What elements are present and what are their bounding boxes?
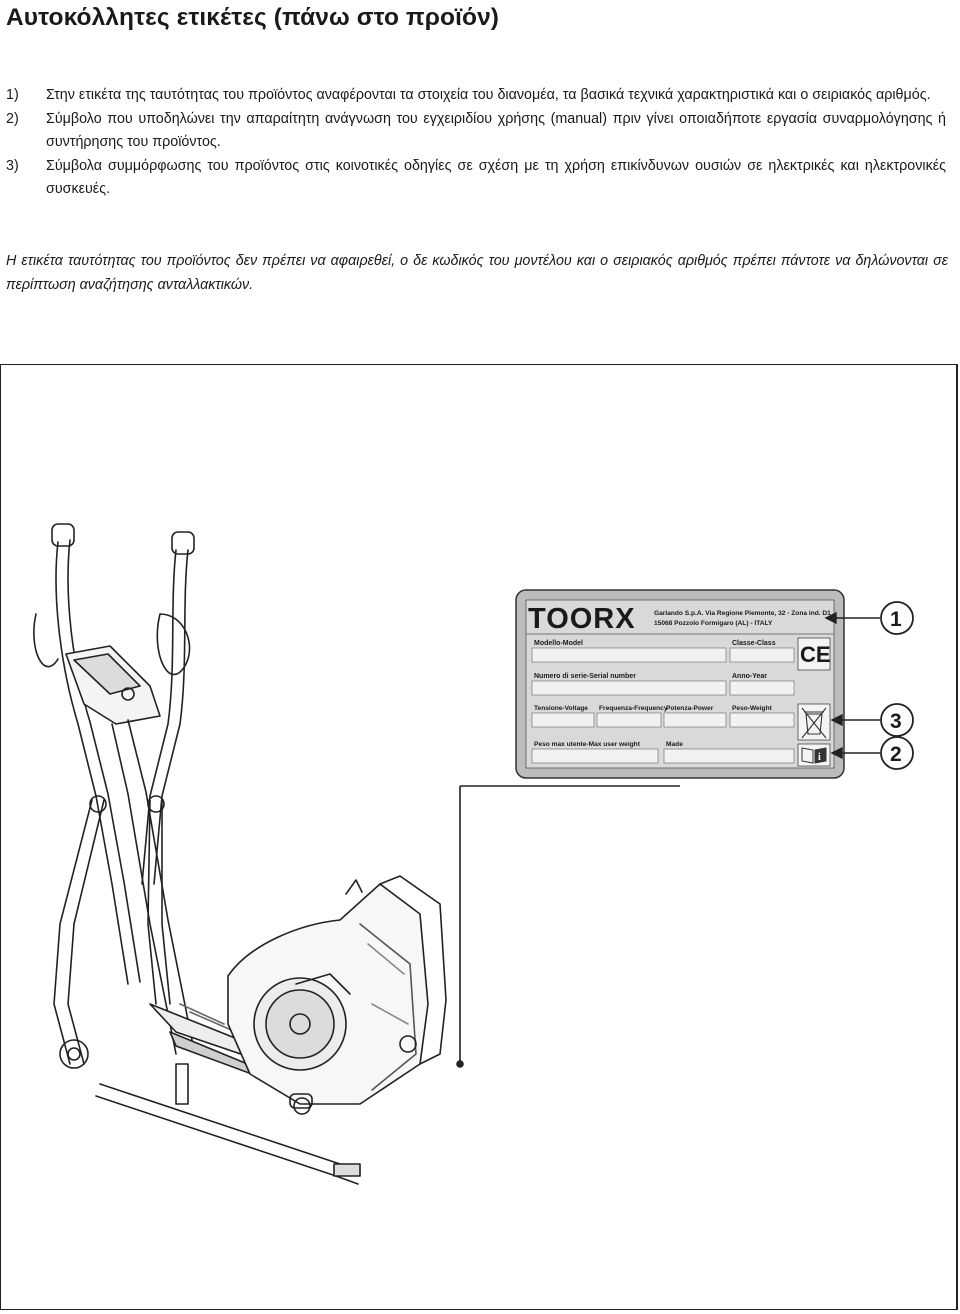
callout-number: 1: [890, 608, 902, 631]
svg-text:i: i: [818, 752, 821, 763]
weee-bin-icon: [798, 704, 830, 740]
callout-1: [881, 602, 913, 634]
item-number: 2): [6, 111, 19, 127]
field-model: Modello-Model: [534, 640, 583, 647]
list-item: [6, 108, 946, 154]
list-item: [6, 84, 946, 107]
brand-logo: TOORX: [528, 603, 636, 635]
ce-mark-icon: [798, 638, 831, 670]
info-list: [6, 84, 946, 202]
field-frequency: Frequenza-Frequency: [599, 705, 668, 712]
field-power: Potenza-Power: [666, 705, 714, 712]
callout-2: [881, 737, 913, 769]
field-serial-number: Numero di serie-Serial number: [534, 673, 636, 680]
list-item: [6, 155, 946, 201]
field-max-user-weight: Peso max utente-Max user weight: [534, 741, 640, 748]
item-text: Σύμβολα συμμόρφωσης του προϊόντος στις κοινοτικές οδηγίες σε σχέση με τη χρήση επικίνδυνων ουσιών σε ηλεκτρικές και ηλεκτρονικές συσκευές.: [46, 158, 946, 197]
field-class: Classe-Class: [732, 640, 776, 647]
item-number: 3): [6, 158, 19, 174]
item-number: 1): [6, 87, 19, 103]
field-made: Made: [666, 741, 683, 748]
svg-text:CE: CE: [800, 642, 831, 667]
product-id-label: [516, 590, 844, 778]
callout-3: [881, 704, 913, 736]
manual-book-icon: [798, 744, 830, 766]
item-text: Σύμβολο που υποδηλώνει την απαραίτητη ανάγνωση του εγχειριδίου χρήσης (manual) πριν γίνει οποιαδήποτε εργασία συναρμολόγησης ή συντήρησης του προϊόντος.: [46, 111, 946, 150]
callout-number: 3: [890, 710, 902, 733]
field-voltage: Tensione-Voltage: [534, 705, 588, 712]
page-title: Αυτοκόλλητες ετικέτες (πάνω στο προϊόν): [6, 4, 500, 31]
label-pointer: [457, 786, 680, 1067]
note-paragraph: Η ετικέτα ταυτότητας του προϊόντος δεν πρέπει να αφαιρεθεί, ο δε κωδικός του μοντέλου και ο σειριακός αριθμός πρέπει πάντοτε να δηλώνονται σε περίπτωση αναζήτησης ανταλλακτικών.: [6, 253, 948, 293]
field-year: Anno-Year: [732, 673, 768, 680]
company-address-line2: 15068 Pozzolo Formigaro (AL) - ITALY: [654, 620, 773, 627]
product-figure: [0, 364, 958, 1310]
callout-number: 2: [890, 743, 902, 766]
company-address-line1: Garlando S.p.A. Via Regione Piemonte, 32 - Zona ind. D1: [654, 610, 831, 617]
field-weight: Peso-Weight: [732, 705, 772, 712]
elliptical-trainer-illustration: [34, 524, 446, 1184]
item-text: Στην ετικέτα της ταυτότητας του προϊόντος αναφέρονται τα στοιχεία του διανομέα, τα βασικά τεχνικά χαρακτηριστικά και ο σειριακός αριθμός.: [46, 87, 931, 103]
